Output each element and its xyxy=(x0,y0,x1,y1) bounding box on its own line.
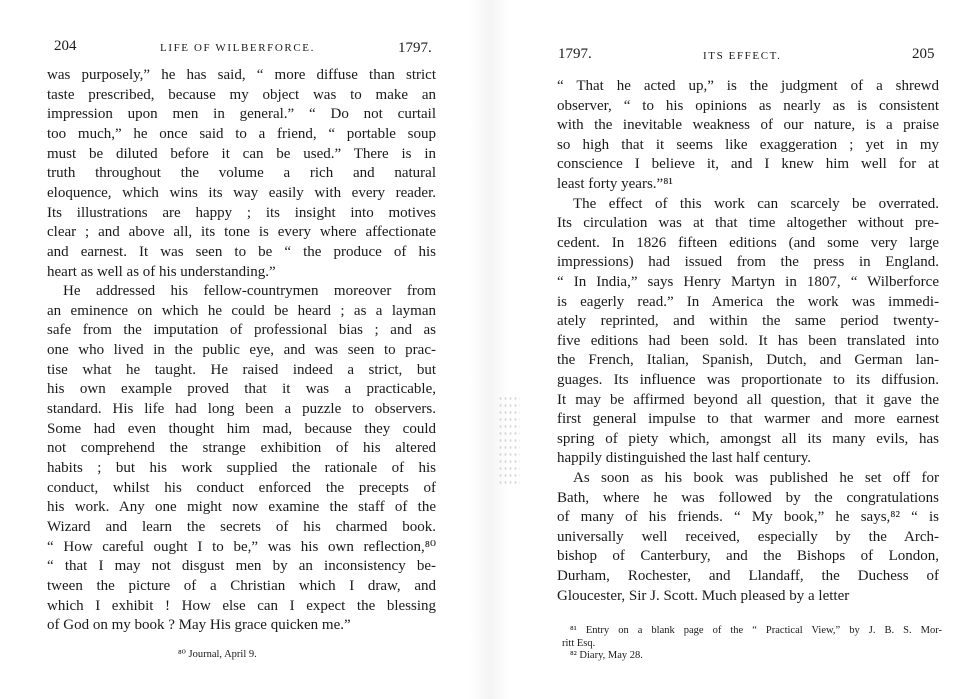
footnote: ⁸⁰ Journal, April 9. xyxy=(178,649,257,660)
right-page xyxy=(510,0,980,699)
right-page-number: 205 xyxy=(912,46,935,62)
text-line: clear ; and above all, its tone is every where affectionate xyxy=(47,224,436,241)
text-line: As soon as his book was published he set off for xyxy=(573,470,939,486)
text-line: his own example proved that it was a practicable, xyxy=(47,381,436,398)
text-line: not comprehend the strange exhibition of his altered xyxy=(47,440,436,457)
left-running-head: LIFE OF WILBERFORCE. xyxy=(160,42,315,54)
text-line: happily distinguished the last half century. xyxy=(557,450,811,467)
text-line: his work. Any one might now examine the staff of the xyxy=(47,499,436,516)
text-line: standard. His life had long been a puzzle to observers. xyxy=(47,401,436,418)
right-running-head: ITS EFFECT. xyxy=(703,50,782,62)
left-page-number: 204 xyxy=(54,38,77,54)
text-line: conduct, whilst his conduct enforced the precepts of xyxy=(47,479,436,496)
text-line: Gloucester, Sir J. Scott. Much pleased by a letter xyxy=(557,587,850,604)
left-page xyxy=(0,0,470,699)
text-line: ately reprinted, and within the same period twenty- xyxy=(557,313,939,330)
text-line: so high that it seems like exaggeration ; yet in my xyxy=(557,136,939,153)
text-line: with the inevitable weakness of our nature, is a praise xyxy=(557,117,939,134)
text-line: Wizard and learn the secrets of his charmed book. xyxy=(47,518,436,535)
text-line: impressions) had issued from the press in England. xyxy=(557,254,939,271)
text-line: cedent. In 1826 fifteen editions (and some very large xyxy=(557,234,939,251)
text-line: the French, Italian, Spanish, Dutch, and German lan- xyxy=(557,352,939,369)
text-line: was purposely,” he has said, “ more diffuse than strict xyxy=(47,67,436,83)
text-line: conscience I believe it, and I knew him well for at xyxy=(557,156,939,173)
text-line: of God on my book ? May His grace quicken me.” xyxy=(47,617,351,634)
text-line: “ that I may not disgust men by an inconsistency be- xyxy=(47,558,436,575)
text-line: must be diluted before it can be used.” There is in xyxy=(47,145,436,162)
text-line: Some had even thought him mad, because they could xyxy=(47,420,436,437)
text-line: tise what he taught. He raised indeed a strict, but xyxy=(47,361,436,378)
text-line: which I exhibit ! How else can I expect the blessing xyxy=(47,597,436,614)
text-line: He addressed his fellow-countrymen moreover from xyxy=(63,283,436,300)
text-line: Bath, where he was followed by the congratulations xyxy=(557,489,939,506)
text-line: too much,” he once said to a friend, “ portable soup xyxy=(47,125,436,142)
book-gutter xyxy=(470,0,510,699)
text-line: an eminence on which he could be heard ; as a layman xyxy=(47,302,436,319)
text-line: eloquence, which wins its way easily with every reader. xyxy=(47,184,436,201)
text-line: heart as well as of his understanding.” xyxy=(47,263,276,280)
text-line: spring of piety which, amongst all its many evils, has xyxy=(557,430,939,447)
text-line: It may be affirmed beyond all question, that it gave the xyxy=(557,391,939,408)
text-line: impression upon men in general.” “ Do not curtail xyxy=(47,106,436,123)
text-line: truth throughout the volume a rich and natural xyxy=(47,165,436,182)
footnote: ritt Esq. xyxy=(562,637,596,649)
text-line: and earnest. It was seen to be “ the produce of his xyxy=(47,243,436,260)
right-year: 1797. xyxy=(558,46,592,62)
text-line: habits ; but his work supplied the rationale of his xyxy=(47,460,436,476)
text-line: tween the picture of a Christian which I draw, and xyxy=(47,577,436,594)
text-line: universally well received, especially by the Arch- xyxy=(557,528,939,545)
text-line: “ In India,” says Henry Martyn in 1807, “ Wilberforce xyxy=(557,274,939,290)
text-line: taste prescribed, because my object was to make an xyxy=(47,86,436,103)
text-line: “ How careful ought I to be,” was his own reflection,⁸⁰ xyxy=(47,538,436,555)
text-line: bishop of Canterbury, and the Bishops of London, xyxy=(557,548,939,565)
text-line: first general impulse to that warmer and more earnest xyxy=(557,411,939,428)
text-line: is eagerly read.” In America the work was immedi- xyxy=(557,293,939,310)
text-line: guages. Its influence was proportionate to its diffusion. xyxy=(557,372,939,388)
text-line: Its illustrations are happy ; its insight into motives xyxy=(47,204,436,221)
footnote: ⁸² Diary, May 28. xyxy=(570,650,643,661)
text-line: one who lived in the public eye, and was seen to prac- xyxy=(47,342,436,359)
text-line: of many of his friends. “ My book,” he says,⁸² “ is xyxy=(557,509,939,526)
text-line: The effect of this work can scarcely be overrated. xyxy=(573,195,939,212)
text-line: Its circulation was at that time altogether without pre- xyxy=(557,215,939,232)
left-year: 1797. xyxy=(398,40,432,56)
footnote: ⁸¹ Entry on a blank page of the “ Practical View,” by J. B. S. Mor- xyxy=(570,625,942,636)
text-line: least forty years.”⁸¹ xyxy=(557,176,673,192)
text-line: observer, “ to his opinions as nearly as is consistent xyxy=(557,97,939,114)
text-line: safe from the imputation of professional bias ; and as xyxy=(47,322,436,339)
text-line: Durham, Rochester, and Llandaff, the Duchess of xyxy=(557,568,939,584)
text-line: “ That he acted up,” is the judgment of a shrewd xyxy=(557,78,939,94)
text-line: five editions had been sold. It has been translated into xyxy=(557,332,939,349)
